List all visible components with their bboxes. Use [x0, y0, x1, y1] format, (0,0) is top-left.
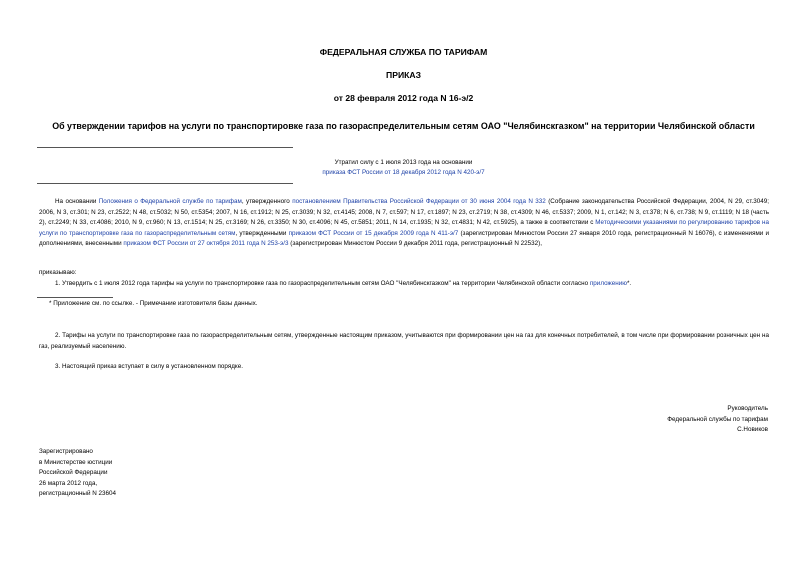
divider-bottom — [37, 183, 293, 184]
item-1: 1. Утвердить с 1 июля 2012 года тарифы на услуги по транспортировке газа по газораспределительным сетям ОАО "Челябинскгазком" на территории Челябинской области согласно приложению*. — [55, 280, 632, 287]
document-title: Об утверждении тарифов на услуги по транспортировке газа по газораспределительным сетям ОАО "Челябинскгазком" на территории Челябинской области — [52, 121, 755, 131]
divider-top — [37, 147, 293, 148]
repeal-order-link[interactable]: приказа ФСТ России от 18 декабря 2012 года N 420-э/7 — [322, 169, 485, 176]
item-3: 3. Настоящий приказ вступает в силу в установленном порядке. — [55, 363, 244, 370]
fst-order-2011-link[interactable]: приказом ФСТ России от 27 октября 2011 года N 253-э/3 — [123, 240, 289, 248]
item-2: 2. Тарифы на услуги по транспортировке газа по газораспределительным сетям, утвержденные настоящим приказом, учитываются при формировании цен на газ для конечных потребителей, в том числе при формировании розничных цен на газ, реализуемый населению. — [39, 332, 769, 350]
footnote: * Приложение см. по ссылке. - Примечание изготовителя базы данных. — [49, 300, 258, 307]
fst-order-2009-link[interactable]: приказом ФСТ России от 15 декабря 2009 года N 411-э/7 — [288, 229, 459, 237]
date-number-heading: от 28 февраля 2012 года N 16-э/2 — [333, 93, 474, 103]
signature-org: Федеральной службы по тарифам — [667, 415, 768, 423]
doc-type-heading: ПРИКАЗ — [386, 70, 421, 80]
government-decree-link[interactable]: постановлением Правительства Российской Федерации от 30 июня 2004 года N 332 — [292, 198, 546, 205]
methodical-guidelines-link[interactable]: Методическими указаниями по регулированию тарифов на услуги по транспортировке газа по газораспределительным сетям — [39, 219, 769, 237]
agency-heading: ФЕДЕРАЛЬНАЯ СЛУЖБА ПО ТАРИФАМ — [319, 47, 488, 57]
basis-paragraph: На основании Положения о Федеральной службе по тарифам, утвержденного постановлением Правительства Российской Федерации от 30 июня 2004 года N 332 (Собрание законодательства Российской Федерации, 2004, N 29, ст.3049; 2006, N 3, ст.301; N 23, ст.2522; N 48, ст.5032; N 50, ст.5354; 2007, N 16, ст.1912; N 25, ст.3039; N 32, ст.4145; 2008, N 7, ст.597; N 17, ст.1897; N 23, ст.2719; N 38, ст.4309; N 46, ст.5337; 2009, N 1, ст.142; N 3, ст.378; N 6, ст.738; N 9, ст.1119; N 18 (часть 2), ст.2249; N 33, ст.4086; 2010, N 9, ст.960; N 13, ст.1514; N 25, ст.3169; N 26, ст.3350; N 30, ст.4096; N 45, ст.5851; 2011, N 14, ст.1935; N 32, ст.4831; N 42, ст.5925), а также в соответствии с Методическими указаниями по регулированию тарифов на услуги по транспортировке газа по газораспределительным сетям, утвержденными приказом ФСТ России от 15 декабря 2009 года N 411-э/7 (зарегистрирован Минюстом России 27 января 2010 года, регистрационный N 16076), с изменениями и дополнениями, внесенными приказом ФСТ России от 27 октября 2011 года N 253-э/3 (зарегистрирован Минюстом России 9 декабря 2011 года, регистрационный N 22532), — [39, 198, 770, 248]
regulation-fst-link[interactable]: Положения о Федеральной службе по тарифам — [98, 198, 242, 205]
footnote-divider — [37, 297, 113, 298]
repeal-notice-text: Утратил силу с 1 июля 2013 года на основании — [334, 159, 473, 166]
registration-block: Зарегистрировано в Министерстве юстиции Российской Федерации 26 марта 2012 года, регистрационный N 23604 — [39, 448, 117, 498]
signature-role: Руководитель — [727, 405, 768, 412]
appendix-link[interactable]: приложению — [589, 280, 627, 287]
order-word: приказываю: — [39, 269, 77, 276]
signature-block — [667, 404, 768, 436]
signature-name: С.Новиков — [737, 426, 768, 434]
